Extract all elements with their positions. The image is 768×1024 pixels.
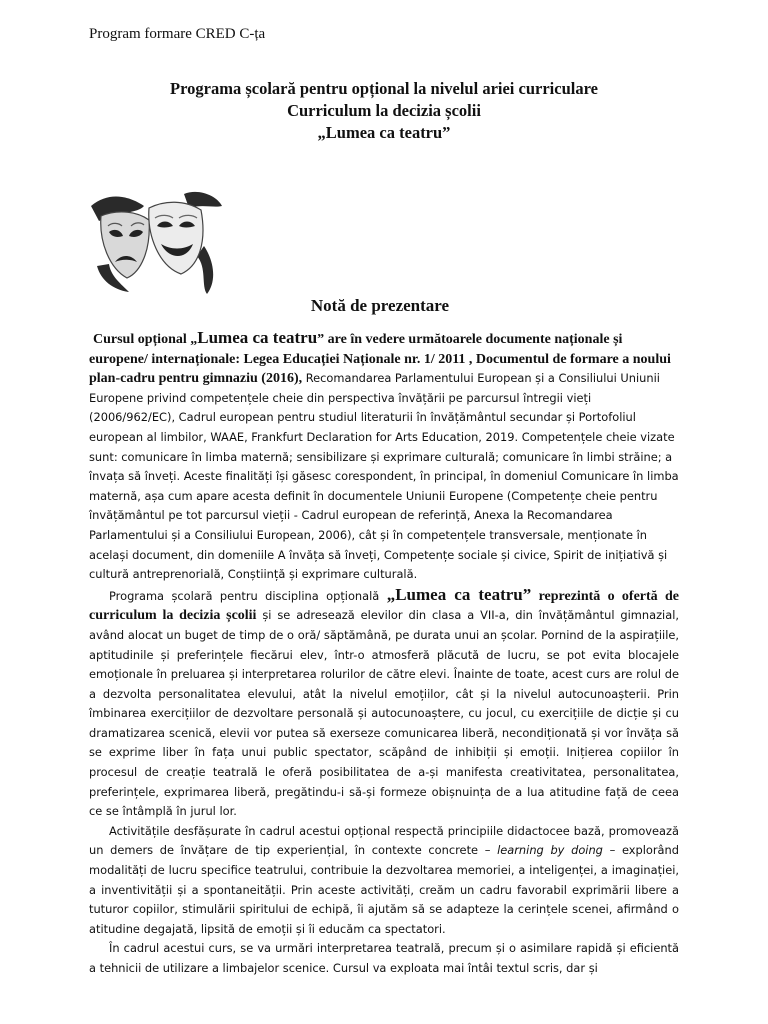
paragraph-1-rest: Recomandarea Parlamentului European și a Consiliului Uniunii Europene privind competențele cheie din perspectiva învățării pe parcursul întregii vieți (2006/962/EC), Cadrul european pentru studiul literaturii în învățământul secundar și Portofoliul european al limbilor, WAAE, Frankfurt Declaration for Arts Education, 2019. Competențele cheie vizate sunt: comunicare în limba maternă; sensibilizare și exprimare culturală; comunicare în limbi străine; a învața să înveți. Aceste finalități își găsesc corespondent, în principal, în domeniul Comunicare în limba maternă, așa cum apare acesta definit în documentele Uniunii Europene (Competențe cheie pentru învățământul pe tot parcursul vieții - Cadrul european de referință, Anexa la Recomandarea Parlamentului și a Consiliului European, 2006), cât și în competențele transversale, menționate în același document, din domeniile A învăța să înveți, Competențe sociale și civice, Spirit de inițiativă și cultură antreprenorială, Conștiință și exprimare culturală.: [89, 371, 679, 582]
course-title-inline: Lumea ca teatru: [197, 328, 318, 347]
paragraph-3-italic: learning by doing: [497, 843, 603, 858]
course-title-inline-2: „Lumea ca teatru”: [386, 584, 532, 604]
title-line-2: Curriculum la decizia școlii: [287, 101, 481, 120]
paragraph-2-bold: reprezintă o ofertă de curriculum la decizia școlii: [89, 588, 679, 624]
paragraph-1-lead-a: Cursul opțional „: [93, 332, 198, 347]
title-line-3: „Lumea ca teatru”: [317, 123, 451, 142]
theatre-masks-image: [89, 186, 224, 298]
paragraph-3-text-a: Activitățile desfășurate în cadrul acestui opțional respectă principiile didactocee bază, promovează un demers de învățare de tip experiențial, în contexte concrete –: [89, 823, 679, 858]
paragraph-1: [89, 328, 679, 585]
paragraph-2-rest: și se adresează elevilor din clasa a VII-a, din învățământul gimnazial, având alocat un buget de timp de o oră/ săptămână, pe durata unui an școlar. Pornind de la aspirațiile, aptitudinile și preferințele fiecărui elev, într-o atmosferă plăcută de lucru, se pot evita blocajele emoționale în preluarea și interpretarea rolurilor de către elevi. Înainte de toate, acest curs are rolul de a dezvolta personalitatea elevului, atât la nivelul emoțiilor, cât și la nivelul autocunoașterii. Prin îmbinarea exercițiilor de dezvoltare personală și autocunoaștere, cu jocul, cu exercițiile de dicție și cu dramatizarea scenică, elevii vor putea să exerseze comunicarea liberă, necondiționată și vor învăța să se exprime liber în fața unui public spectator, scăpând de inhibiții și emoții. Inițierea copiilor în procesul de creație teatrală le oferă posibilitatea de a-și manifesta creativitatea, personalitatea, preferințele, exprimarea liberă, pregătindu-i să-și formeze obișnuința de a lua atitudine față de ceea ce se întâmplă în jurul lor.: [89, 608, 679, 819]
section-title: Notă de prezentare: [310, 296, 450, 315]
paragraph-4: În cadrul acestui curs, se va urmări interpretarea teatrală, precum și o asimilare rapidă și eficientă a tehnicii de utilizare a limbajelor scenice. Cursul va exploata mai întâi textul scris, dar și: [89, 941, 679, 975]
page-header: Program formare CRED C-ța: [89, 26, 266, 42]
document-title: [0, 78, 768, 144]
paragraph-2-text-a: Programa școlară pentru disciplina opțională: [109, 588, 387, 603]
paragraph-2: [89, 585, 679, 822]
paragraph-3-text-b: – explorând modalități de lucru specifice teatrului, contribuie la dezvoltarea memoriei, a inteligenței, a imaginației, a inventivității și a spontaneității. Prin aceste activități, creăm un cadru favorabil exprimării libere a tuturor copiilor, stimulării spiritului de echipă, îi ajutăm să se adapteze la cerințele scenei, afirmând o atitudine degajată, lipsită de emoții și îi educăm ca spectatori.: [89, 843, 679, 936]
paragraph-3: [89, 822, 679, 940]
title-line-1: Programa școlară pentru opțional la nivelul ariei curriculare: [170, 79, 598, 98]
body-text: [89, 328, 679, 979]
paragraph-1-lead-b: ” are în vedere următoarele documente naționale și europene/ internaționale: Legea Educației Naționale nr. 1/ 2011 , Documentul de formare a noului plan-cadru pentru gimnaziu (2016),: [89, 332, 671, 387]
